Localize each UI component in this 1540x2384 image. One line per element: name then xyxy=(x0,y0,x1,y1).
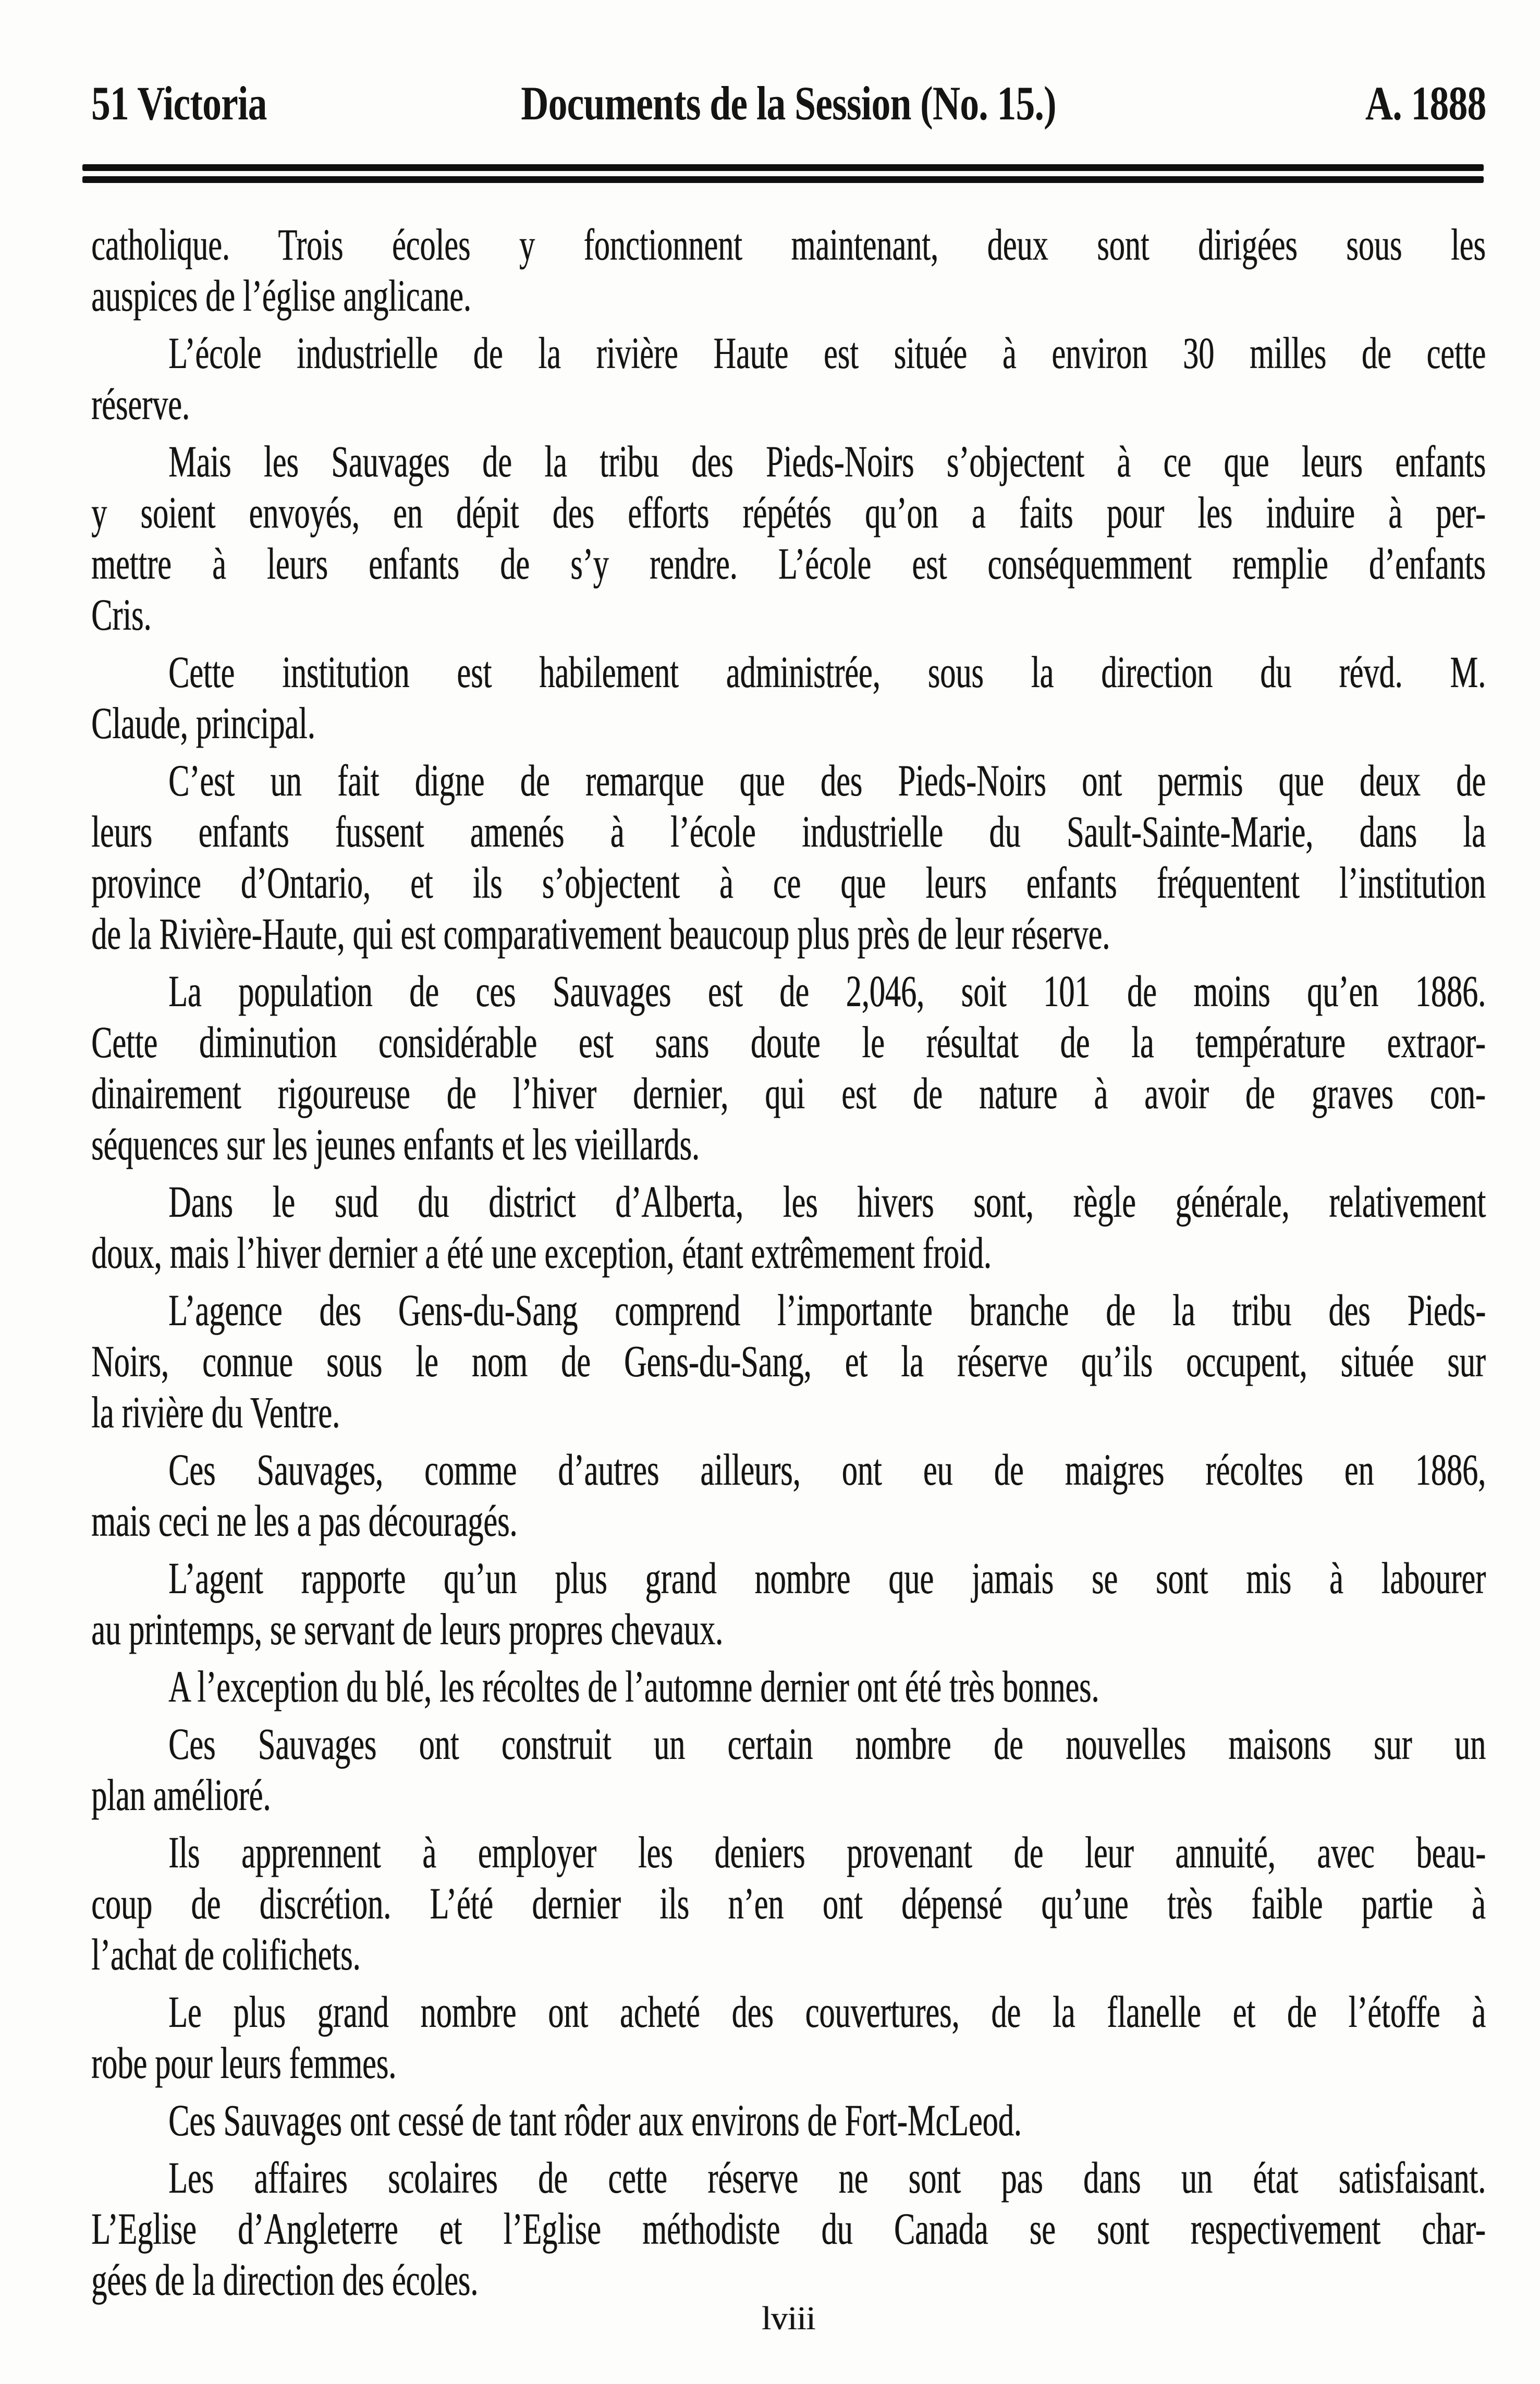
text-line: Mais les Sauvages de la tribu des Pieds-Noirs s’objectent à ce que leurs enfants xyxy=(168,436,1486,486)
text-line: catholique. Trois écoles y fonctionnent maintenant, deux sont dirigées sous les xyxy=(91,219,1486,270)
text-line: au printemps, se servant de leurs propres chevaux. xyxy=(91,1604,723,1654)
text-line: doux, mais l’hiver dernier a été une exception, étant extrêmement froid. xyxy=(91,1228,992,1278)
text-line: Cette institution est habilement administrée, sous la direction du révd. M. xyxy=(168,647,1486,697)
header-volume: 51 Victoria xyxy=(91,77,267,130)
text-line: coup de discrétion. L’été dernier ils n’en ont dépensé qu’une très faible partie à xyxy=(91,1878,1486,1928)
paragraph xyxy=(91,1718,1486,1820)
text-line: A l’exception du blé, les récoltes de l’automne dernier ont été très bonnes. xyxy=(168,1661,1099,1711)
text-line: Noirs, connue sous le nom de Gens-du-Sang, et la réserve qu’ils occupent, située sur xyxy=(91,1336,1486,1386)
text-line: dinairement rigoureuse de l’hiver dernier, qui est de nature à avoir de graves con- xyxy=(91,1068,1486,1118)
text-line: séquences sur les jeunes enfants et les vieillards. xyxy=(91,1119,700,1169)
text-line: la rivière du Ventre. xyxy=(91,1387,340,1437)
paragraph xyxy=(91,436,1486,640)
header-year: A. 1888 xyxy=(1365,77,1486,130)
text-line: y soient envoyés, en dépit des efforts répétés qu’on a faits pour les induire à per- xyxy=(91,487,1486,537)
text-line: l’achat de colifichets. xyxy=(91,1929,361,1979)
text-line: L’Eglise d’Angleterre et l’Eglise méthodiste du Canada se sont respectivement char- xyxy=(91,2204,1486,2254)
paragraph xyxy=(91,2095,1486,2146)
text-line: plan amélioré. xyxy=(91,1770,271,1820)
paragraph xyxy=(91,1552,1486,1655)
paragraph xyxy=(91,219,1486,321)
text-line: réserve. xyxy=(91,379,190,429)
paragraph xyxy=(91,1827,1486,1980)
paragraph xyxy=(91,327,1486,430)
text-line: L’agent rapporte qu’un plus grand nombre que jamais se sont mis à labourer xyxy=(168,1553,1486,1603)
text-line: Claude, principal. xyxy=(91,698,315,748)
text-line: L’école industrielle de la rivière Haute est située à environ 30 milles de cette xyxy=(168,328,1486,378)
text-line: Les affaires scolaires de cette réserve ne sont pas dans un état satisfaisant. xyxy=(168,2153,1486,2203)
text-line: Ces Sauvages ont cessé de tant rôder aux environs de Fort-McLeod. xyxy=(168,2095,1022,2145)
text-line: mettre à leurs enfants de s’y rendre. L’école est conséquemment remplie d’enfants xyxy=(91,539,1486,589)
text-line: Le plus grand nombre ont acheté des couvertures, de la flanelle et de l’étoffe à xyxy=(168,1987,1486,2037)
double-rule xyxy=(82,164,1484,183)
text-line: mais ceci ne les a pas découragés. xyxy=(91,1496,518,1546)
text-line: Cris. xyxy=(91,590,152,640)
text-line: Ils apprennent à employer les deniers provenant de leur annuité, avec beau- xyxy=(168,1827,1486,1877)
page-footer xyxy=(91,2300,1486,2337)
paragraph xyxy=(91,1285,1486,1438)
paragraph xyxy=(91,1176,1486,1278)
paragraph xyxy=(91,2152,1486,2305)
paragraph xyxy=(91,1986,1486,2088)
text-line: L’agence des Gens-du-Sang comprend l’importante branche de la tribu des Pieds- xyxy=(168,1285,1486,1335)
header-title: Documents de la Session (No. 15.) xyxy=(521,77,1056,130)
text-line: leurs enfants fussent amenés à l’école industrielle du Sault-Sainte-Marie, dans la xyxy=(91,806,1486,857)
paragraph xyxy=(91,1661,1486,1712)
text-line: province d’Ontario, et ils s’objectent à ce que leurs enfants fréquentent l’institution xyxy=(91,858,1486,908)
text-line: Cette diminution considérable est sans doute le résultat de la température extraor- xyxy=(91,1017,1486,1067)
text-line: Ces Sauvages, comme d’autres ailleurs, ont eu de maigres récoltes en 1886, xyxy=(168,1445,1486,1495)
paragraph xyxy=(91,1444,1486,1546)
text-line: Dans le sud du district d’Alberta, les hivers sont, règle générale, relativement xyxy=(168,1177,1486,1227)
rule-bottom xyxy=(82,176,1484,183)
text-line: robe pour leurs femmes. xyxy=(91,2038,397,2088)
page-number: lviii xyxy=(761,2300,816,2337)
text-line: de la Rivière-Haute, qui est comparativement beaucoup plus près de leur réserve. xyxy=(91,909,1110,959)
paragraph xyxy=(91,755,1486,959)
text-line: C’est un fait digne de remarque que des Pieds-Noirs ont permis que deux de xyxy=(168,755,1486,805)
text-line: gées de la direction des écoles. xyxy=(91,2255,479,2305)
text-line: auspices de l’église anglicane. xyxy=(91,271,471,321)
page-header xyxy=(91,78,1486,128)
text-line: Ces Sauvages ont construit un certain nombre de nouvelles maisons sur un xyxy=(168,1719,1486,1769)
page-body xyxy=(91,219,1486,2305)
paragraph xyxy=(91,965,1486,1170)
paragraph xyxy=(91,646,1486,749)
text-line: La population de ces Sauvages est de 2,046, soit 101 de moins qu’en 1886. xyxy=(168,966,1486,1016)
rule-top xyxy=(82,164,1484,171)
